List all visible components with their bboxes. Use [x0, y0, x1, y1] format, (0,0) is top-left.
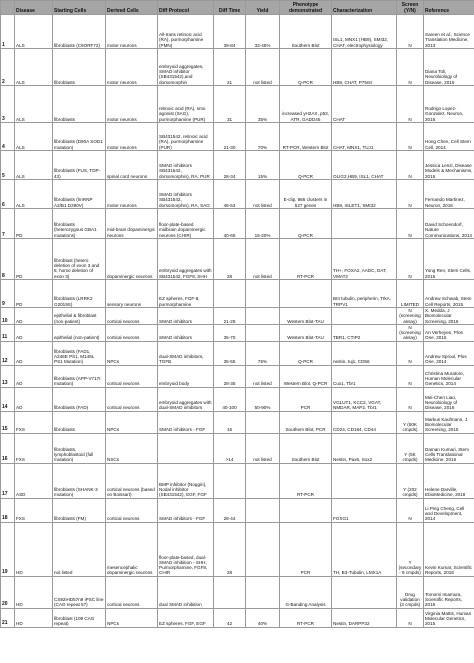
table-row	[1, 49, 474, 86]
starting-cells-cell: fibroblasts (C9ORF72)	[53, 15, 106, 49]
screen-cell: N	[397, 49, 424, 86]
derived-cells-cell: cortical neurons	[106, 498, 158, 522]
starting-cells-cell: fibroblasts (hnRNP A2/B1 D290V)	[53, 180, 106, 209]
header-phenotype: Phenotype demonstrated	[280, 1, 332, 15]
diff-time-cell	[214, 280, 246, 308]
phenotype-cell	[280, 498, 332, 522]
phenotype-cell: PCR	[280, 522, 332, 576]
phenotype-cell: Q-PCR	[280, 341, 332, 365]
diff-protocol-cell: SMAD inhibitors SB431542, dorsomorphin), RA, PUR	[158, 151, 214, 180]
starting-cells-cell: fibroblasts (LRRK2 G2019S)	[53, 280, 106, 308]
phenotype-cell: RT-PCR	[280, 239, 332, 280]
row-index: 21	[1, 608, 15, 627]
starting-cells-cell: epithelial & fibroblast (non-patient)	[53, 308, 106, 325]
table-header	[1, 1, 474, 15]
characterization-cell: HB9, ISLET1, SMI32	[332, 180, 397, 209]
header-diff-time: Diff Time	[214, 1, 246, 15]
diff-protocol-cell: dual SMAD inhibition	[158, 576, 214, 608]
phenotype-cell: Q-PCR	[280, 151, 332, 180]
yield-cell: 33-45%	[246, 15, 280, 49]
table-row	[1, 180, 474, 209]
disease-cell: HD	[15, 576, 53, 608]
screen-cell: N	[397, 151, 424, 180]
row-index: 2	[1, 49, 15, 86]
characterization-cell: FOXG1	[332, 498, 397, 522]
table-row	[1, 151, 474, 180]
derived-cells-cell: cortical neurons	[106, 387, 158, 411]
characterization-cell: BIII tubulin, peripherin, TrkA, TRPV1	[332, 280, 397, 308]
disease-cell: ASD	[15, 463, 53, 498]
diff-time-cell: 21-30	[214, 123, 246, 151]
header-disease: Disease	[15, 1, 53, 15]
disease-cell: HD	[15, 522, 53, 576]
yield-cell: not listed	[246, 365, 280, 387]
diff-protocol-cell: embryoid body	[158, 365, 214, 387]
diff-time-cell: 28	[214, 522, 246, 576]
starting-cells-cell: epithelial (non-patient)	[53, 324, 106, 341]
row-index: 5	[1, 151, 15, 180]
yield-cell	[246, 498, 280, 522]
disease-cell: ALS	[15, 15, 53, 49]
header-starting-cells: Starting Cells	[53, 1, 106, 15]
row-index: 4	[1, 123, 15, 151]
row-index: 15	[1, 411, 15, 433]
phenotype-cell: increased yH2AX, p53, ATR, GADD45	[280, 86, 332, 123]
yield-cell	[246, 308, 280, 325]
diff-time-cell: 40-100	[214, 387, 246, 411]
row-index: 11	[1, 324, 15, 341]
reference-cell: Diana Toli, Neurobiology of Disease, 2015	[424, 49, 474, 86]
diff-protocol-cell: SMAD inhibitors	[158, 324, 214, 341]
screen-cell: Drug validation (3 cmpds)	[397, 576, 424, 608]
diff-protocol-cell: BMP inhibitor (Noggin), Nodal inhibitor (SB431542), EGF, FGF	[158, 463, 214, 498]
derived-cells-cell: NSCs	[106, 433, 158, 463]
phenotype-cell	[280, 280, 332, 308]
disease-cell: PD	[15, 209, 53, 239]
characterization-cell: CD24, CD184, CD44	[332, 411, 397, 433]
row-index: 7	[1, 209, 15, 239]
disease-cell: AD	[15, 341, 53, 365]
diff-protocol-cell: SMAD inhibitors SB431542, dorsomorphin), RA, SAG	[158, 180, 214, 209]
starting-cells-cell: not listed	[53, 522, 106, 576]
reference-cell: Fernando Martinez, Neuron, 2016	[424, 180, 474, 209]
diff-time-cell: 31	[214, 86, 246, 123]
header-derived-cells: Derived Cells	[106, 1, 158, 15]
reference-cell: Helene Darville, EbioMedicine, 2016	[424, 463, 474, 498]
reference-cell: Li Ping Cheng, Cell and Development, 2014	[424, 498, 474, 522]
reference-cell: Yong Ren, Stem Cells, 2015	[424, 239, 474, 280]
derived-cells-cell: mesencephalic dopaminergic neurons	[106, 522, 158, 576]
disease-cell: AD	[15, 387, 53, 411]
diff-protocol-cell	[158, 433, 214, 463]
diff-protocol-cell: embryoid aggregates, SMAD inhibitor (SB431542),and dorsomorphin	[158, 49, 214, 86]
header-yield: Yield	[246, 1, 280, 15]
yield-cell: 70%	[246, 123, 280, 151]
table-row	[1, 433, 474, 463]
disease-cell: HD	[15, 608, 53, 627]
derived-cells-cell: cortical neurons	[106, 324, 158, 341]
characterization-cell	[332, 463, 397, 498]
reference-cell: Sareen et al., Science Translation Medicine, 2013	[424, 15, 474, 49]
screen-cell: N	[397, 498, 424, 522]
characterization-cell: Cux1, Tbr1	[332, 365, 397, 387]
diff-time-cell: 21	[214, 49, 246, 86]
diff-time-cell: 28	[214, 239, 246, 280]
derived-cells-cell: dopaminergic neurons	[106, 239, 158, 280]
disease-cell: AD	[15, 308, 53, 325]
characterization-cell: nestin, tuj1, CD56	[332, 341, 397, 365]
characterization-cell: TH+, FOXA2, AADC, DAT, VMAT2	[332, 239, 397, 280]
reference-cell: X. Medda, J Biomolecular Screening, 2016	[424, 308, 474, 325]
disease-cell: PD	[15, 280, 53, 308]
screen-cell: N	[397, 209, 424, 239]
characterization-cell: CHAT	[332, 86, 397, 123]
diff-protocol-cell: retinoic acid (RA), smo agonist (SAG), purmorphamine (PUR)	[158, 86, 214, 123]
table-row	[1, 308, 474, 325]
header-reference: Reference	[424, 1, 474, 15]
phenotype-cell: RT-PCR	[280, 608, 332, 627]
diff-protocol-cell: embryoid aggregates with SB431542, FGF8, SHH	[158, 239, 214, 280]
derived-cells-cell: cortical neurons (based on Boissart)	[106, 463, 158, 498]
diff-protocol-cell: embryoid aggregates with dual-SMAD inhibitors	[158, 387, 214, 411]
derived-cells-cell: cortical neurons	[106, 365, 158, 387]
reference-cell: Andrew Sproul, Plos One, 2014	[424, 341, 474, 365]
starting-cells-cell: fibroblast (hetero deletion of exon 3 and 5, homo deletion of exon 3)	[53, 239, 106, 280]
starting-cells-cell: fibroblasts (APP-V717I mutation)	[53, 365, 106, 387]
screen-cell: N	[397, 341, 424, 365]
row-index: 3	[1, 86, 15, 123]
yield-cell: not listed	[246, 49, 280, 86]
diff-time-cell: 46-53	[214, 180, 246, 209]
derived-cells-cell: sensory neurons	[106, 280, 158, 308]
yield-cell: 75%	[246, 341, 280, 365]
row-index: 12	[1, 341, 15, 365]
row-index: 14	[1, 387, 15, 411]
diff-time-cell: 35-55	[214, 341, 246, 365]
table-row	[1, 324, 474, 341]
table-row	[1, 498, 474, 522]
characterization-cell	[332, 209, 397, 239]
row-index: 20	[1, 576, 15, 608]
disease-cell: ALS	[15, 123, 53, 151]
derived-cells-cell: NPCs	[106, 608, 158, 627]
starting-cells-cell: CS92iHD57n9 iPSC line (CAG repeat 57)	[53, 576, 106, 608]
screen-cell: Y (5K cmpds)	[397, 433, 424, 463]
row-index: 8	[1, 239, 15, 280]
derived-cells-cell: cortical neurons	[106, 576, 158, 608]
phenotype-cell: E-clip, 866 clusters in 527 genes	[280, 180, 332, 209]
starting-cells-cell: fibroblasts	[53, 411, 106, 433]
yield-cell	[246, 280, 280, 308]
table-row	[1, 576, 474, 608]
yield-cell: 50-90%	[246, 387, 280, 411]
phenotype-cell: Southern Blot	[280, 15, 332, 49]
starting-cells-cell: fibroblasts (FAD1, A246E PS1, M146L PS1 Mutation)	[53, 341, 106, 365]
row-index: 19	[1, 522, 15, 576]
derived-cells-cell: motor neurons	[106, 180, 158, 209]
yield-cell: 40%	[246, 608, 280, 627]
phenotype-cell: PCR	[280, 387, 332, 411]
disease-cell: ALS	[15, 151, 53, 180]
characterization-cell: TH, B3-Tubulin, LMX1A	[332, 522, 397, 576]
table-row	[1, 522, 474, 576]
row-index: 17	[1, 463, 15, 498]
reference-cell: David Schoendorf, Nature Communications, 2014	[424, 209, 474, 239]
starting-cells-cell: fibroblasts (SHANK-3 mutation)	[53, 463, 106, 498]
derived-cells-cell: NPCs	[106, 341, 158, 365]
row-index: 18	[1, 498, 15, 522]
diff-protocol-cell: EZ spheres, FGF, EGF	[158, 608, 214, 627]
diff-time-cell: 42	[214, 608, 246, 627]
diff-time-cell: 28-34	[214, 151, 246, 180]
reference-cell: Christina Muratore, Human Molecular Genetics, 2014	[424, 365, 474, 387]
screen-cell: N	[397, 387, 424, 411]
diff-time-cell: 21-28	[214, 308, 246, 325]
table-row	[1, 209, 474, 239]
table-row	[1, 411, 474, 433]
table-row	[1, 608, 474, 627]
starting-cells-cell: fibroblasts (FUS, TDP-43)	[53, 151, 106, 180]
phenotype-cell: Southern Blot	[280, 433, 332, 463]
yield-cell	[246, 576, 280, 608]
table-row	[1, 341, 474, 365]
phenotype-cell: RT-PCR, Western Blot	[280, 123, 332, 151]
starting-cells-cell: fibroblasts (heterozygous GBA1 mutations)	[53, 209, 106, 239]
yield-cell: 35%	[246, 86, 280, 123]
reference-cell: Markus Kaufmann, J Biomolecular Screening, 2015	[424, 411, 474, 433]
disease-cell: FXS	[15, 433, 53, 463]
screen-cell: LIMITED	[397, 280, 424, 308]
yield-cell	[246, 463, 280, 498]
table-row	[1, 15, 474, 49]
characterization-cell: VGLUT1, KCC2, VGAT, NMDAR, MAP2, Tbr1	[332, 387, 397, 411]
reference-cell: Kevin Kumar, Scientific Reports, 2016	[424, 522, 474, 576]
screen-cell: N	[397, 365, 424, 387]
yield-cell	[246, 411, 280, 433]
phenotype-cell: Q-PCR	[280, 49, 332, 86]
diff-time-cell: 28-35	[214, 365, 246, 387]
table-row	[1, 239, 474, 280]
starting-cells-cell: fibroblasts, lymphoblastoid (full mutation)	[53, 433, 106, 463]
disease-cell: ALS	[15, 86, 53, 123]
starting-cells-cell: fibroblasts (FAD)	[53, 387, 106, 411]
diff-time-cell: 40-65	[214, 209, 246, 239]
yield-cell: not listed	[246, 180, 280, 209]
diff-time-cell: 16	[214, 411, 246, 433]
screen-cell: Y (secondary - 9 cmpds)	[397, 522, 424, 576]
header-screen: Screen (Y/N)	[397, 1, 424, 15]
starting-cells-cell: fibroblasts (D90A SOD1 mutation)	[53, 123, 106, 151]
starting-cells-cell: fibroblasts (FM)	[53, 498, 106, 522]
reference-cell: Virginia Mattis, Human Molecular Genetics, 2015	[424, 608, 474, 627]
table-row	[1, 280, 474, 308]
derived-cells-cell: motor neurons	[106, 49, 158, 86]
diff-protocol-cell: SMAD inhibitors - FGF	[158, 411, 214, 433]
diff-time-cell: 39-84	[214, 15, 246, 49]
screen-cell: N	[397, 180, 424, 209]
screen-cell: N	[397, 123, 424, 151]
characterization-cell: CHAT, MNX1, TUJ1	[332, 123, 397, 151]
screen-cell: N (screening assay)	[397, 324, 424, 341]
table-row	[1, 463, 474, 498]
header-characterization: Characterization	[332, 1, 397, 15]
screen-cell: Y (50K cmpds)	[397, 411, 424, 433]
characterization-cell: ISL1, MNX1 (HB9), SMI32, CHAT, electrophysiology	[332, 15, 397, 49]
disease-cell: PD	[15, 239, 53, 280]
characterization-cell: OLIG2,HB9, ISL1, CHAT	[332, 151, 397, 180]
derived-cells-cell: NPCs	[106, 411, 158, 433]
starting-cells-cell: fibroblasts	[53, 49, 106, 86]
reference-cell: An Verheyen, Plos One, 2015	[424, 324, 474, 341]
row-index: 13	[1, 365, 15, 387]
row-index: 9	[1, 280, 15, 308]
header-index	[1, 1, 15, 15]
diff-protocol-cell: SMAD inhibitors	[158, 308, 214, 325]
diff-protocol-cell: floor-plate-based midbrain dopaminergic neurons (CHIR)	[158, 209, 214, 239]
diff-time-cell	[214, 576, 246, 608]
phenotype-cell: G-Banding Analysis	[280, 576, 332, 608]
diff-time-cell: 28-44	[214, 498, 246, 522]
disease-cell: ALS	[15, 180, 53, 209]
screen-cell: N	[397, 608, 424, 627]
derived-cells-cell: motor neurons	[106, 123, 158, 151]
diff-time-cell	[214, 463, 246, 498]
phenotype-cell: Western Blot, Q-PCR	[280, 365, 332, 387]
characterization-cell: Nestin, DARPP32	[332, 608, 397, 627]
table-row	[1, 365, 474, 387]
starting-cells-cell: fibroblasts	[53, 86, 106, 123]
screen-cell: N	[397, 15, 424, 49]
yield-cell	[246, 522, 280, 576]
phenotype-cell: RT-PCR	[280, 463, 332, 498]
phenotype-cell: Western Blot-TAU	[280, 308, 332, 325]
diff-time-cell: 35-70	[214, 324, 246, 341]
reference-cell: Jessica Lenzi, Disease Models & Mechanisms, 2015	[424, 151, 474, 180]
phenotype-cell: Q-PCR	[280, 209, 332, 239]
phenotype-cell: Southern Blot, PCR	[280, 411, 332, 433]
row-index: 16	[1, 433, 15, 463]
derived-cells-cell: spinal cord neurons	[106, 151, 158, 180]
row-index: 1	[1, 15, 15, 49]
screen-cell: N	[397, 239, 424, 280]
table-body	[1, 15, 474, 628]
header-diff-protocol: Diff Protocol	[158, 1, 214, 15]
yield-cell: not listed	[246, 239, 280, 280]
disease-cell: ALS	[15, 49, 53, 86]
characterization-cell	[332, 576, 397, 608]
screen-cell: N (screening assay)	[397, 308, 424, 325]
reference-cell: Rodrigo Lopez-Gonzalez, Neuron, 2016	[424, 86, 474, 123]
characterization-cell: TBR1, CTIP2	[332, 324, 397, 341]
row-index: 10	[1, 308, 15, 325]
characterization-cell: HB9, CHAT, P75ntr	[332, 49, 397, 86]
disease-cell: FXS	[15, 498, 53, 522]
table-row	[1, 387, 474, 411]
reference-cell: Hong Chen, Cell Stem Cell, 2014	[424, 123, 474, 151]
starting-cells-cell: fibroblast (109 CAG repeat)	[53, 608, 106, 627]
yield-cell: 15%	[246, 151, 280, 180]
derived-cells-cell: mid-brain dopaminergic neurons	[106, 209, 158, 239]
diff-protocol-cell: SMAD inhibitors - FGF	[158, 498, 214, 522]
derived-cells-cell: motor neurons	[106, 15, 158, 49]
yield-cell: not listed	[246, 433, 280, 463]
table-row	[1, 86, 474, 123]
derived-cells-cell: cortical neurons	[106, 308, 158, 325]
derived-cells-cell: motor neurons	[106, 86, 158, 123]
diff-protocol-cell: floor-plate-based, dual-SMAD inhibition - SHH, Purmorphamine, FGF8, CHIR	[158, 522, 214, 576]
phenotype-cell: Western Blot-TAU	[280, 324, 332, 341]
reference-cell: Daman Kumari, Stem Cells Translational Medicine, 2015	[424, 433, 474, 463]
table-row	[1, 123, 474, 151]
diff-protocol-cell: EZ spheres, FGF-8, purmorphamine	[158, 280, 214, 308]
row-index: 6	[1, 180, 15, 209]
disease-cell: FXS	[15, 411, 53, 433]
screen-cell: Y (202 cmpds)	[397, 463, 424, 498]
disease-cell: AD	[15, 324, 53, 341]
screen-cell: N	[397, 86, 424, 123]
disease-cell: AD	[15, 365, 53, 387]
yield-cell: 15-20%	[246, 209, 280, 239]
diff-protocol-cell: All-trans retinoic acid (RA), purmorphamine (PMN)	[158, 15, 214, 49]
reference-cell: Tomomi Imamura, Scientific Reports, 2016	[424, 576, 474, 608]
diff-protocol-cell: dual-SMAD inhibitors, TGFB	[158, 341, 214, 365]
reference-cell: Andrew Schwab, Stem Cell Reports, 2015	[424, 280, 474, 308]
characterization-cell: Nestin, Pax6, Sox2	[332, 433, 397, 463]
diff-time-cell: >14	[214, 433, 246, 463]
characterization-cell	[332, 308, 397, 325]
reference-cell: Mei-Chen Liao, Neurobiology of Disease, 2016	[424, 387, 474, 411]
diff-protocol-cell: SB431542, retinoic acid (RA), purmorphamine (PUR)	[158, 123, 214, 151]
yield-cell	[246, 324, 280, 341]
